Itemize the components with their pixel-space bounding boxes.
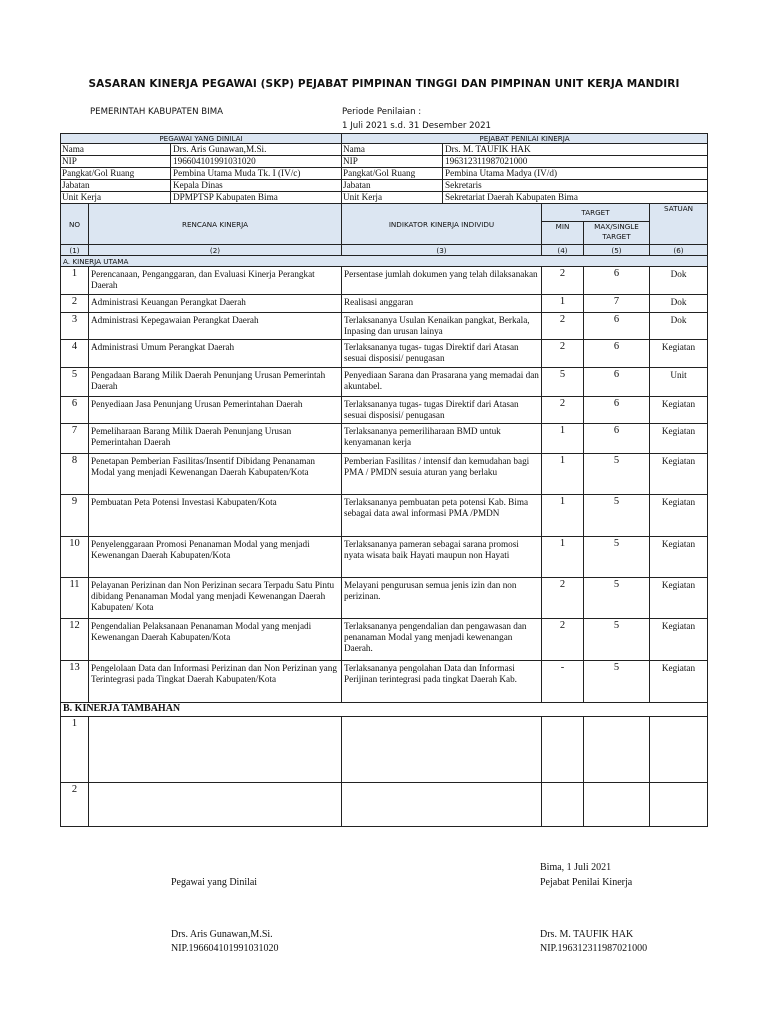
row-min: 2 xyxy=(542,267,584,295)
row-min: - xyxy=(542,661,584,703)
row-satuan: Kegiatan xyxy=(650,661,708,703)
signature-right-role: Pejabat Penilai Kinerja xyxy=(540,877,633,888)
row-b-no: 1 xyxy=(61,717,89,783)
row-min: 1 xyxy=(542,454,584,495)
col-rencana: RENCANA KINERJA xyxy=(89,204,342,245)
identity-left xyxy=(61,156,342,168)
identity-right-value: Pembina Utama Madya (IV/d) xyxy=(445,168,558,178)
section-b-row xyxy=(61,703,708,717)
kinerja-row xyxy=(61,267,708,295)
col-target: TARGET xyxy=(542,204,650,222)
row-no: 5 xyxy=(61,368,89,397)
row-indikator: Terlaksananya pemeriliharaan BMD untuk kenyamanan kerja xyxy=(342,424,542,454)
kinerja-row xyxy=(61,578,708,619)
row-min: 1 xyxy=(542,537,584,578)
row-no: 13 xyxy=(61,661,89,703)
row-min: 1 xyxy=(542,424,584,454)
row-b-empty-cell xyxy=(650,783,708,827)
row-rencana: Administrasi Umum Perangkat Daerah xyxy=(89,340,342,368)
identity-left-value: 196604101991031020 xyxy=(173,156,256,166)
col-no: NO xyxy=(61,204,89,245)
row-indikator: Terlaksananya tugas- tugas Direktif dari Atasan sesuai disposisi/ penugasan xyxy=(342,340,542,368)
column-number-row xyxy=(61,245,708,256)
row-rencana: Pelayanan Perizinan dan Non Perizinan secara Terpadu Satu Pintu dibidang Penanaman Modal yang menjadi Kewenangan Daerah Kabupaten/ Kota xyxy=(89,578,342,619)
identity-right-label: Unit Kerja xyxy=(342,192,443,203)
row-max: 5 xyxy=(584,495,650,537)
section-b-label: B. KINERJA TAMBAHAN xyxy=(61,703,708,717)
col-number: (5) xyxy=(584,245,650,256)
identity-right-value: Sekretaris xyxy=(445,180,482,190)
row-no: 10 xyxy=(61,537,89,578)
identity-right xyxy=(342,144,708,156)
row-satuan: Unit xyxy=(650,368,708,397)
row-satuan: Dok xyxy=(650,267,708,295)
column-header-row-1 xyxy=(61,204,708,222)
identity-row xyxy=(61,144,708,156)
kinerja-row xyxy=(61,313,708,340)
row-min: 2 xyxy=(542,619,584,661)
row-satuan: Kegiatan xyxy=(650,578,708,619)
row-max: 6 xyxy=(584,424,650,454)
col-number: (6) xyxy=(650,245,708,256)
row-max: 5 xyxy=(584,537,650,578)
col-min: MIN xyxy=(542,222,584,245)
row-b-empty-cell xyxy=(542,783,584,827)
signature-right-name: Drs. M. TAUFIK HAK xyxy=(540,929,634,940)
col-satuan: SATUAN xyxy=(650,204,708,245)
identity-row xyxy=(61,192,708,204)
row-rencana: Penyelenggaraan Promosi Penanaman Modal yang menjadi Kewenangan Daerah Kabupaten/Kota xyxy=(89,537,342,578)
identity-left-label: Jabatan xyxy=(61,180,171,191)
row-b-no: 2 xyxy=(61,783,89,827)
kinerja-row xyxy=(61,537,708,578)
col-number: (1) xyxy=(61,245,89,256)
identity-left xyxy=(61,168,342,180)
row-min: 5 xyxy=(542,368,584,397)
row-indikator: Terlaksananya pengendalian dan pengawasan dan penanaman Modal yang menjadi kewenangan Daerah. xyxy=(342,619,542,661)
row-rencana: Pemeliharaan Barang Milik Daerah Penunjang Urusan Pemerintahan Daerah xyxy=(89,424,342,454)
row-no: 3 xyxy=(61,313,89,340)
kinerja-row xyxy=(61,295,708,313)
identity-right-value: Sekretariat Daerah Kabupaten Bima xyxy=(445,192,578,202)
row-min: 1 xyxy=(542,495,584,537)
row-max: 6 xyxy=(584,267,650,295)
row-b-empty-cell xyxy=(584,717,650,783)
identity-left-label: Nama xyxy=(61,144,171,155)
row-satuan: Kegiatan xyxy=(650,619,708,661)
identity-left xyxy=(61,192,342,204)
row-rencana: Perencanaan, Penganggaran, dan Evaluasi Kinerja Perangkat Daerah xyxy=(89,267,342,295)
col-number: (2) xyxy=(89,245,342,256)
identity-header-row xyxy=(61,134,708,144)
identity-left-label: NIP xyxy=(61,156,171,167)
identity-row xyxy=(61,156,708,168)
row-indikator: Terlaksananya Usulan Kenaikan pangkat, Berkala, Inpasing dan urusan lainya xyxy=(342,313,542,340)
col-number: (4) xyxy=(542,245,584,256)
row-b-empty-cell xyxy=(542,717,584,783)
row-satuan: Dok xyxy=(650,313,708,340)
row-b-empty-cell xyxy=(89,783,342,827)
kinerja-row xyxy=(61,368,708,397)
identity-left-value: Kepala Dinas xyxy=(173,180,223,190)
identity-row xyxy=(61,180,708,192)
row-rencana: Pembuatan Peta Potensi Investasi Kabupaten/Kota xyxy=(89,495,342,537)
identity-row xyxy=(61,168,708,180)
row-min: 2 xyxy=(542,578,584,619)
row-b-empty-cell xyxy=(650,717,708,783)
identity-right-label: Nama xyxy=(342,144,443,155)
row-satuan: Kegiatan xyxy=(650,495,708,537)
signature-left-role: Pegawai yang Dinilai xyxy=(171,877,258,888)
row-indikator: Persentase jumlah dokumen yang telah dilaksanakan xyxy=(342,267,542,295)
row-no: 6 xyxy=(61,397,89,424)
row-rencana: Administrasi Keuangan Perangkat Daerah xyxy=(89,295,342,313)
identity-right-label: NIP xyxy=(342,156,443,167)
signature-place-date: Bima, 1 Juli 2021 xyxy=(540,862,612,873)
identity-right-label: Jabatan xyxy=(342,180,443,191)
kinerja-row xyxy=(61,340,708,368)
identity-left-value: Drs. Aris Gunawan,M.Si. xyxy=(173,144,267,154)
kinerja-row xyxy=(61,495,708,537)
row-min: 1 xyxy=(542,295,584,313)
identity-right xyxy=(342,192,708,204)
identity-left xyxy=(61,144,342,156)
row-b-empty-cell xyxy=(89,717,342,783)
signature-right-nip: NIP.196312311987021000 xyxy=(540,943,648,954)
row-max: 6 xyxy=(584,397,650,424)
identity-right-value: 196312311987021000 xyxy=(445,156,528,166)
row-no: 8 xyxy=(61,454,89,495)
identity-right xyxy=(342,168,708,180)
kinerja-row xyxy=(61,454,708,495)
periode-label: Periode Penilaian : xyxy=(342,107,422,117)
identity-right xyxy=(342,156,708,168)
col-number: (3) xyxy=(342,245,542,256)
row-indikator: Terlaksananya pameran sebagai sarana promosi nyata wisata baik Hayati maupun non Hayati xyxy=(342,537,542,578)
row-max: 5 xyxy=(584,578,650,619)
pejabat-header: PEJABAT PENILAI KINERJA xyxy=(342,134,708,144)
signature-left-nip: NIP.196604101991031020 xyxy=(171,943,279,954)
row-no: 1 xyxy=(61,267,89,295)
kinerja-row xyxy=(61,397,708,424)
row-satuan: Kegiatan xyxy=(650,424,708,454)
section-a-row xyxy=(61,256,708,267)
kinerja-row xyxy=(61,619,708,661)
row-indikator: Pemberian Fasilitas / intensif dan kemudahan bagi PMA / PMDN sesuia aturan yang berlaku xyxy=(342,454,542,495)
kinerja-row xyxy=(61,661,708,703)
row-max: 6 xyxy=(584,340,650,368)
row-no: 4 xyxy=(61,340,89,368)
kinerja-row xyxy=(61,424,708,454)
row-rencana: Administrasi Kepegawaian Perangkat Daerah xyxy=(89,313,342,340)
row-indikator: Terlaksananya tugas- tugas Direktif dari Atasan sesuai disposisi/ penugasan xyxy=(342,397,542,424)
identity-left xyxy=(61,180,342,192)
row-satuan: Kegiatan xyxy=(650,397,708,424)
row-indikator: Terlaksananya pengolahan Data dan Informasi Perijinan terintegrasi pada tingkat Daerah Kab. xyxy=(342,661,542,703)
row-rencana: Pengendalian Pelaksanaan Penanaman Modal yang menjadi Kewenangan Daerah Kabupaten/Kota xyxy=(89,619,342,661)
row-rencana: Penyediaan Jasa Penunjang Urusan Pemerintahan Daerah xyxy=(89,397,342,424)
identity-right-value: Drs. M. TAUFIK HAK xyxy=(445,144,531,154)
row-rencana: Penetapan Pemberian Fasilitas/Insentif Dibidang Penanaman Modal yang menjadi Kewenangan Daerah Kabupaten/Kota xyxy=(89,454,342,495)
signature-left-name: Drs. Aris Gunawan,M.Si. xyxy=(171,929,273,940)
row-satuan: Kegiatan xyxy=(650,454,708,495)
row-max: 5 xyxy=(584,661,650,703)
col-indikator: INDIKATOR KINERJA INDIVIDU xyxy=(342,204,542,245)
row-rencana: Pengadaan Barang Milik Daerah Penunjang Urusan Pemerintah Daerah xyxy=(89,368,342,397)
row-max: 6 xyxy=(584,368,650,397)
row-indikator: Penyediaan Sarana dan Prasarana yang memadai dan akuntabel. xyxy=(342,368,542,397)
pemerintah-label: PEMERINTAH KABUPATEN BIMA xyxy=(90,107,224,117)
identity-left-value: Pembina Utama Muda Tk. I (IV/c) xyxy=(173,168,301,178)
row-satuan: Dok xyxy=(650,295,708,313)
col-max: MAX/SINGLE TARGET xyxy=(584,222,650,245)
row-max: 6 xyxy=(584,313,650,340)
row-min: 2 xyxy=(542,397,584,424)
periode-value: 1 Juli 2021 s.d. 31 Desember 2021 xyxy=(342,121,492,131)
identity-left-label: Unit Kerja xyxy=(61,192,171,203)
row-max: 5 xyxy=(584,619,650,661)
skp-table xyxy=(60,133,708,827)
row-b-empty-cell xyxy=(342,717,542,783)
row-min: 2 xyxy=(542,313,584,340)
row-satuan: Kegiatan xyxy=(650,537,708,578)
row-no: 12 xyxy=(61,619,89,661)
identity-left-value: DPMPTSP Kabupaten Bima xyxy=(173,192,278,202)
row-indikator: Realisasi anggaran xyxy=(342,295,542,313)
tambahan-row xyxy=(61,783,708,827)
row-b-empty-cell xyxy=(342,783,542,827)
row-b-empty-cell xyxy=(584,783,650,827)
identity-right xyxy=(342,180,708,192)
document-title: SASARAN KINERJA PEGAWAI (SKP) PEJABAT PIMPINAN TINGGI DAN PIMPINAN UNIT KERJA MANDIRI xyxy=(88,78,680,90)
row-no: 2 xyxy=(61,295,89,313)
section-a-label: A. KINERJA UTAMA xyxy=(61,256,708,267)
row-indikator: Terlaksananya pembuatan peta potensi Kab. Bima sebagai data awal informasi PMA /PMDN xyxy=(342,495,542,537)
row-max: 7 xyxy=(584,295,650,313)
row-min: 2 xyxy=(542,340,584,368)
row-indikator: Melayani pengurusan semua jenis izin dan non perizinan. xyxy=(342,578,542,619)
identity-left-label: Pangkat/Gol Ruang xyxy=(61,168,171,179)
pegawai-header: PEGAWAI YANG DINILAI xyxy=(61,134,342,144)
row-satuan: Kegiatan xyxy=(650,340,708,368)
row-no: 9 xyxy=(61,495,89,537)
identity-right-label: Pangkat/Gol Ruang xyxy=(342,168,443,179)
row-no: 7 xyxy=(61,424,89,454)
row-no: 11 xyxy=(61,578,89,619)
row-max: 5 xyxy=(584,454,650,495)
tambahan-row xyxy=(61,717,708,783)
row-rencana: Pengelolaan Data dan Informasi Perizinan dan Non Perizinan yang Terintegrasi pada Tingkat Daerah Kabupaten/Kota xyxy=(89,661,342,703)
